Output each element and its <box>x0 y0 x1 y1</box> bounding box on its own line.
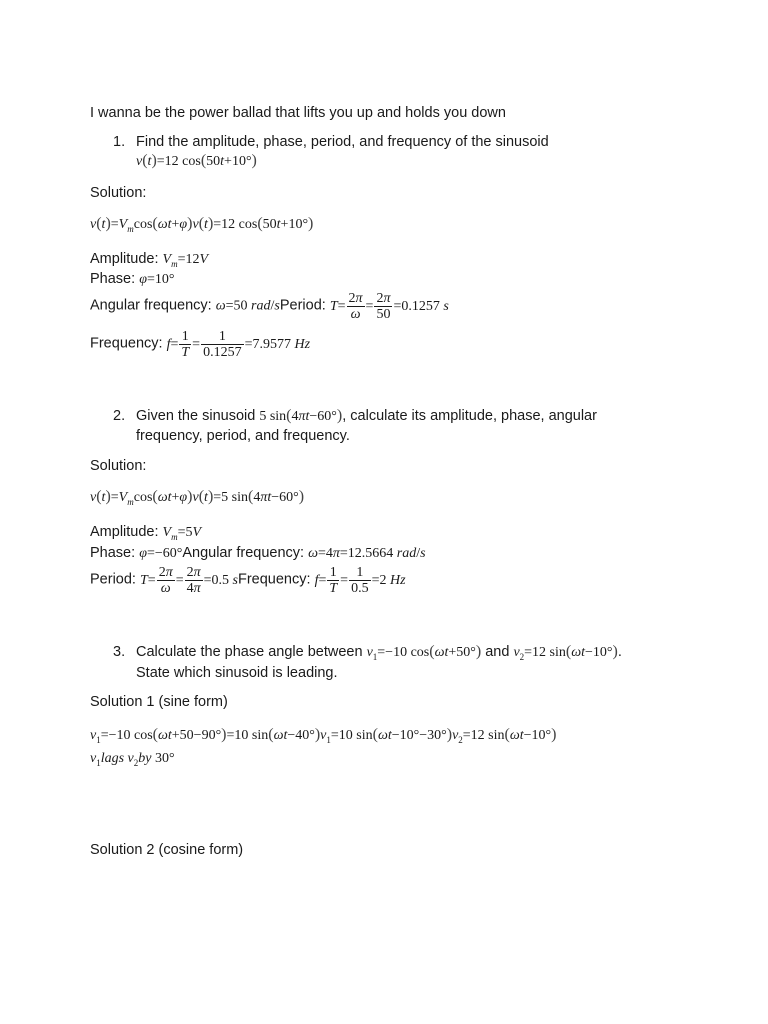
solution-2-label: Solution: <box>90 458 147 474</box>
question-2-number: 2. <box>113 408 126 424</box>
solution-3-sine-result: $v_1lags$ $v_2by$ 30° <box>90 751 175 768</box>
question-3-text-line-2: State which sinusoid is leading. <box>136 665 338 681</box>
question-2-text-line-2: frequency, period, and frequency. <box>136 428 350 444</box>
intro-text: I wanna be the power ballad that lifts you up and holds you down <box>90 105 506 121</box>
solution-1-angular-frequency-period: Angular frequency: ω=50 rad/sPeriod: T= $\frac{2\pi}{\omega}$ = $\frac{2\pi}{50}$ =0.1257 s <box>90 291 449 322</box>
question-3-number: 3. <box>113 644 126 660</box>
solution-2-general-equation: $v(t)=V_m\cos(\omega t+\varphi)v(t)=5$ sin(4πt−60°) <box>90 488 305 507</box>
solution-1-general-equation: $v(t)=V_m\cos(\omega t+\varphi)v(t)=12$ cos(50t+10°) <box>90 215 314 234</box>
solution-3-cosine-label: Solution 2 (cosine form) <box>90 842 244 858</box>
question-2-text: Given the sinusoid 5 sin(4πt−60°), calculate its amplitude, phase, angular <box>136 407 597 424</box>
solution-3-sine-label: Solution 1 (sine form) <box>90 694 228 710</box>
solution-2-phase-angular-frequency: Phase: φ=−60°Angular frequency: ω=4π=12.5664 rad/s <box>90 545 426 561</box>
solution-1-phase: Phase: φ=10° <box>90 271 175 287</box>
solution-1-amplitude: Amplitude: $V_m=12V$ <box>90 251 209 269</box>
question-3-text: Calculate the phase angle between $v_1=-10$ cos(ωt+50°) and $v_2=12$ sin(ωt−10°). <box>136 643 622 662</box>
question-1-number: 1. <box>113 134 126 150</box>
question-1-text: Find the amplitude, phase, period, and frequency of the sinusoid <box>136 134 549 150</box>
solution-1-frequency: Frequency: f= $\frac{1}{T}$ = $\frac{1}{0.1257}$ =7.9577 Hz <box>90 329 311 360</box>
question-1-expression: v(t)=12 cos(50t+10°) <box>136 152 257 169</box>
solution-2-amplitude: Amplitude: $V_m=5V$ <box>90 524 202 542</box>
solution-2-period-frequency: Period: T= $\frac{2\pi}{\omega}$ = $\frac{2\pi}{4\pi}$ =0.5 sFrequency: f= $\frac{1}{T}$ = $\frac{1}{0.5}$ =2 Hz <box>90 565 406 596</box>
solution-1-label: Solution: <box>90 185 147 201</box>
solution-3-sine-equation: $v_1=-10$ cos(ωt+50−90°)=10 $\sin(\omega t-40^\circ)v_1=10$ $\sin(\omega t-10^\circ-30^\circ)v_2=12$ sin(ωt−10°) <box>90 726 557 745</box>
